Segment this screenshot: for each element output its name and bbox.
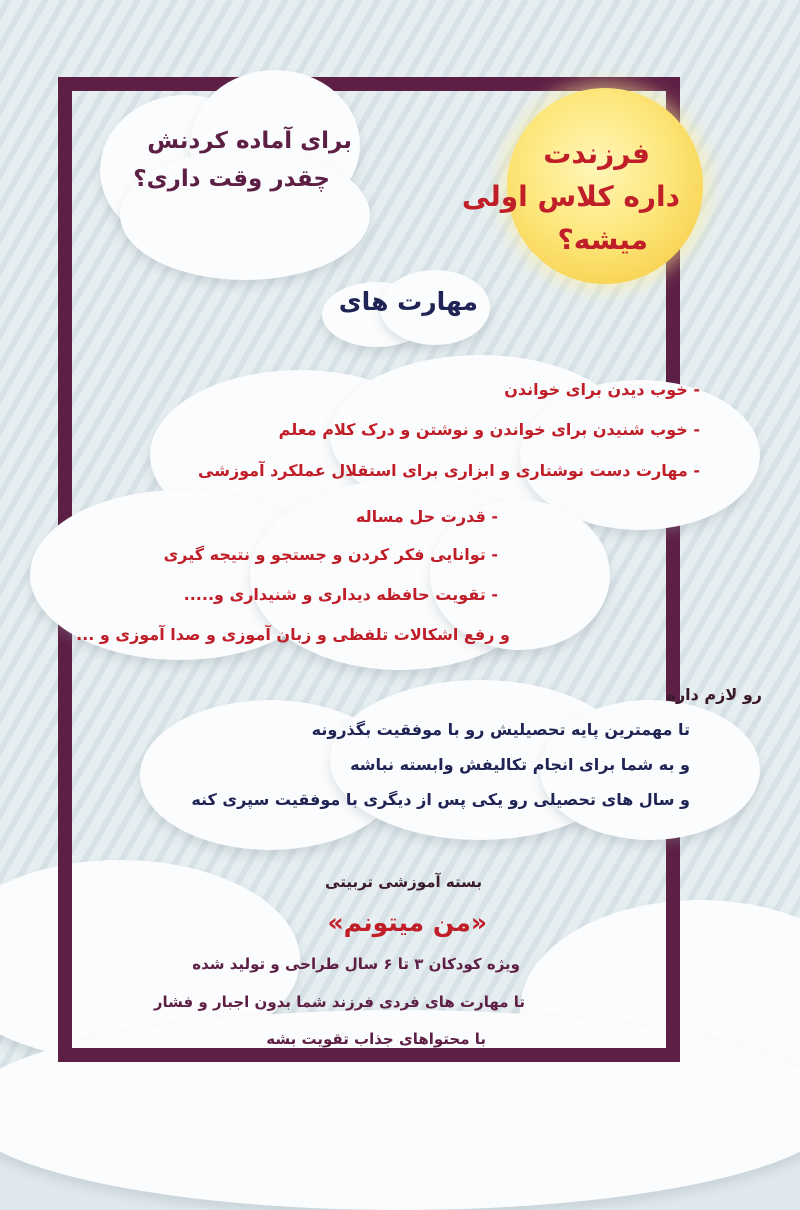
moon-text-line2: داره کلاس اولی [461,180,680,213]
cloud-question-line1: برای آماده کردنش [147,128,352,154]
skills-heading: مهارت های [338,287,478,316]
skill-item: و رفع اشکالات تلفظی و زبان آموزی و صدا آموزی و ... [76,625,510,644]
cloud-question-line2: چقدر وقت داری؟ [133,166,330,192]
skill-item: - تقویت حافظه دیداری و شنیداری و..... [183,585,498,604]
needs-title: رو لازم داره [666,685,762,704]
package-line3: با محتواهای جذاب تقویت بشه [266,1030,486,1048]
package-label: بسته آموزشی تربیتی [325,873,482,891]
skill-item: - توانایی فکر کردن و جستجو و نتیجه گیری [163,545,498,564]
needs-item: و به شما برای انجام تکالیفش وابسته نباشه [350,755,690,774]
skill-item: - خوب دیدن برای خواندن [504,380,700,399]
package-line1: ویژه کودکان ۳ تا ۶ سال طراحی و تولید شده [192,955,520,973]
package-name: «من میتونم» [327,908,487,937]
moon-text-line3: میشه؟ [557,223,648,256]
moon-text-line1: فرزندت [543,137,650,170]
skill-item: - قدرت حل مساله [355,507,498,526]
needs-item: و سال های تحصیلی رو یکی پس از دیگری با موفقیت سپری کنه [191,790,690,809]
needs-item: تا مهمترین پایه تحصیلیش رو با موفقیت بگذرونه [311,720,690,739]
skill-item: - مهارت دست نوشتاری و ابزاری برای استقلال عملکرد آموزشی [198,461,700,480]
skill-item: - خوب شنیدن برای خواندن و نوشتن و درک کلام معلم [278,420,700,439]
package-line2: تا مهارت های فردی فرزند شما بدون اجبار و فشار [153,993,525,1011]
